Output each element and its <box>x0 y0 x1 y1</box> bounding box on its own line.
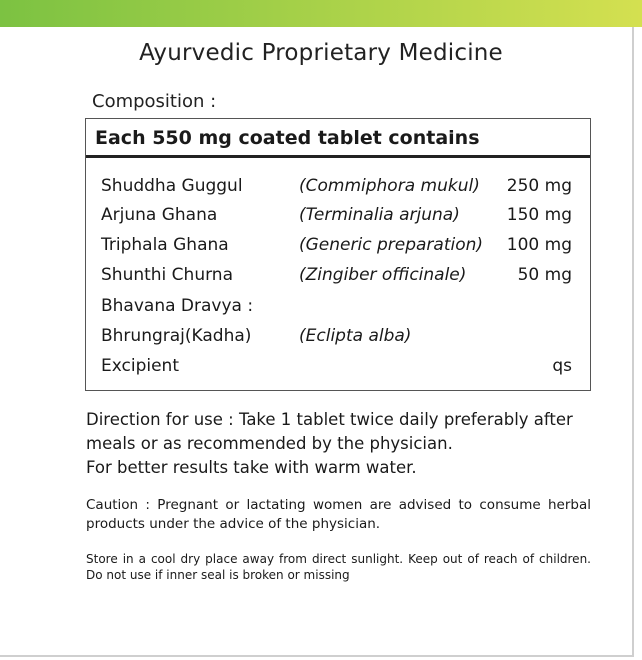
ingredient-latin: (Eclipta alba) <box>299 326 412 346</box>
ingredient-name: Bhavana Dravya : <box>101 296 254 316</box>
ingredient-latin: (Zingiber officinale) <box>299 265 467 285</box>
ingredient-qty: 150 mg <box>506 205 572 225</box>
composition-table <box>85 118 591 391</box>
ingredient-name: Shunthi Churna <box>101 265 233 285</box>
ingredient-qty: 250 mg <box>506 176 572 196</box>
ingredient-name: Bhrungraj(Kadha) <box>101 326 252 346</box>
composition-label: Composition : <box>92 91 217 112</box>
ingredient-name: Excipient <box>101 356 179 376</box>
directions-line: meals or as recommended by the physician. <box>86 434 453 453</box>
directions-for-use <box>86 408 591 480</box>
table-row <box>86 230 590 260</box>
ingredient-name: Shuddha Guggul <box>101 176 243 196</box>
composition-table-heading: Each 550 mg coated tablet contains <box>86 119 590 158</box>
directions-line: For better results take with warm water. <box>86 458 417 477</box>
table-row <box>86 291 590 321</box>
ingredient-qty: 50 mg <box>517 265 572 285</box>
ingredient-latin: (Terminalia arjuna) <box>299 205 460 225</box>
table-row <box>86 260 590 290</box>
table-row <box>86 200 590 230</box>
ingredient-qty: 100 mg <box>506 235 572 255</box>
table-row <box>86 351 590 381</box>
ingredient-name: Arjuna Ghana <box>101 205 218 225</box>
ingredient-latin: (Generic preparation) <box>299 235 484 255</box>
ingredient-name: Triphala Ghana <box>101 235 229 255</box>
ingredient-qty: qs <box>552 356 572 376</box>
table-row <box>86 171 590 201</box>
top-gradient-bar <box>0 0 642 27</box>
ingredient-latin: (Commiphora mukul) <box>299 176 480 196</box>
directions-line: Direction for use : Take 1 tablet twice daily preferably after <box>86 410 573 429</box>
caution-text: Caution : Pregnant or lactating women are advised to consume herbal products under the advice of the physician. <box>86 497 591 532</box>
page-title: Ayurvedic Proprietary Medicine <box>139 40 503 66</box>
table-row <box>86 321 590 351</box>
storage-text: Store in a cool dry place away from direct sunlight. Keep out of reach of children. Do not use if inner seal is broken or missing <box>86 552 591 582</box>
